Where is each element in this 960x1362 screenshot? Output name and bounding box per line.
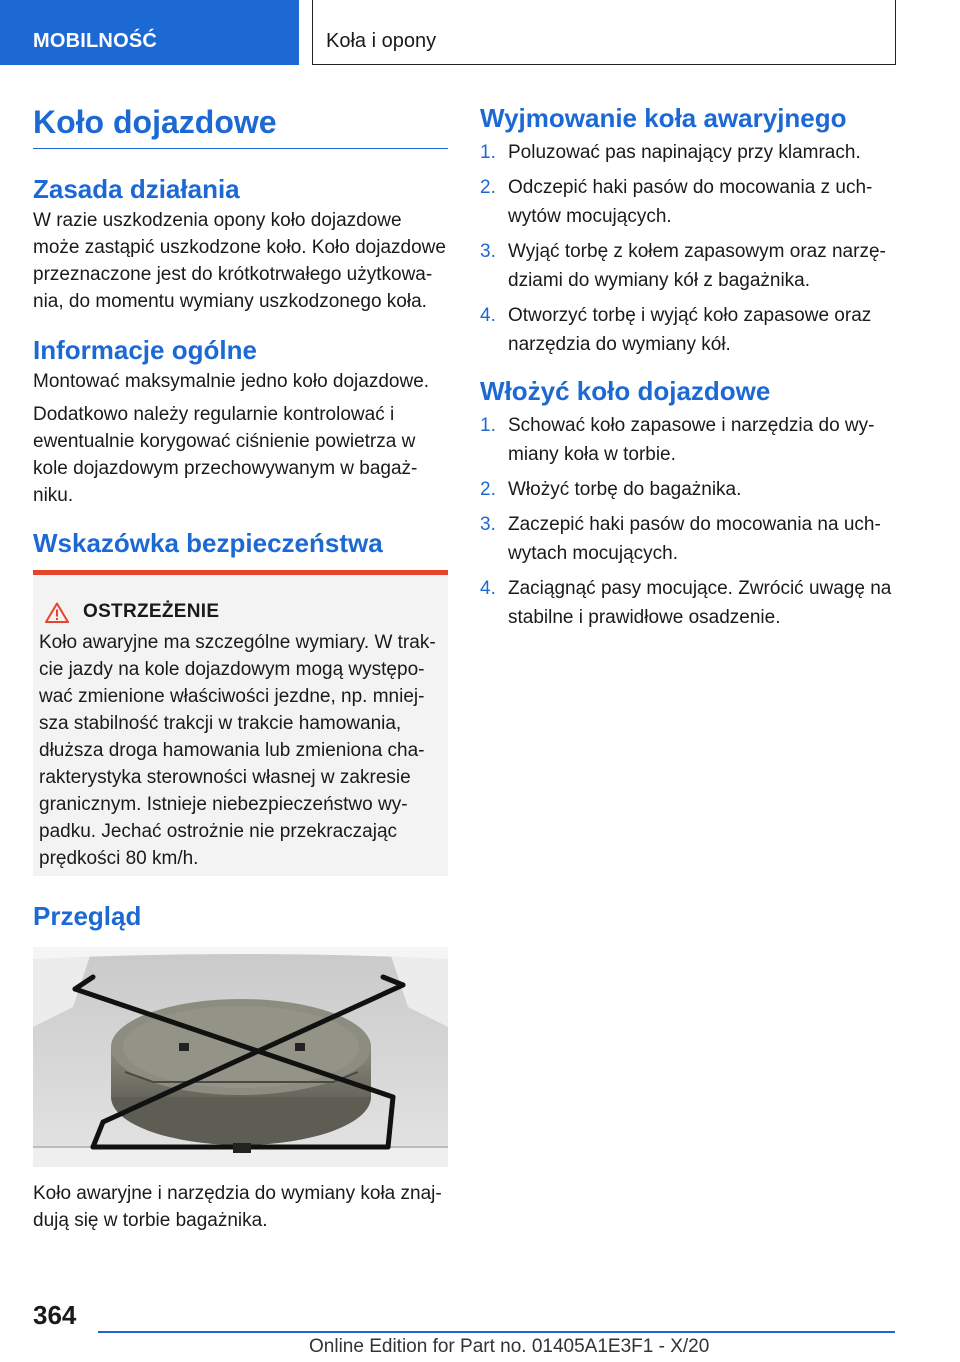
list-item: 2. Włożyć torbę do bagażnika. xyxy=(480,479,742,500)
insert-steps xyxy=(480,411,895,632)
header-chapter-tab xyxy=(312,0,896,65)
header-chapter-label: Koła i opony xyxy=(326,30,437,52)
principle-text: W razie uszkodzenia opony koło dojazdowe może zastąpić uszkodzone koło. Koło dojazdowe przeznaczone jest do krótkotrwałego użytkowa‐ nia, do momentu wymiany uszkodzonego koła. xyxy=(33,210,446,312)
warning-title xyxy=(45,601,219,623)
warning-text: Koło awaryjne ma szczególne wymiary. W trak‐ cie jazdy na kole dojazdowym mogą występo‐ wać zmienione właściwości jezdne, np. mniej‐ sza stabilność trakcji w trakcie hamowania, dłuższa droga hamowania lub zmieniona cha‐ rakterystyka sterowności własnej w zakresie granicznym. Istnieje niebezpieczeństwo wy‐ padku. Jechać ostrożnie nie przekraczając prędkości 80 km/h. xyxy=(39,632,436,869)
general-heading: Informacje ogólne xyxy=(33,335,257,365)
insert-heading: Włożyć koło dojazdowe xyxy=(480,376,771,406)
left-column xyxy=(33,100,448,559)
list-item: 4. Otworzyć torbę i wyjąć koło zapasowe oraz narzędzia do wymiany kół. xyxy=(480,305,872,355)
list-item: 1. Schować koło zapasowe i narzędzia do wy‐ miany koła w torbie. xyxy=(480,415,875,465)
warning-triangle-icon xyxy=(45,602,69,623)
header-section-label: MOBILNOŚĆ xyxy=(33,30,158,52)
photo-caption: Koło awaryjne i narzędzia do wymiany koła znaj‐ dują się w torbie bagażnika. xyxy=(33,1183,442,1231)
warning-box xyxy=(33,570,448,876)
removal-steps xyxy=(480,138,895,359)
principle-heading: Zasada działania xyxy=(33,174,240,204)
list-item: 3. Wyjąć torbę z kołem zapasowym oraz narzę‐ dziami do wymiany kół z bagażnika. xyxy=(480,241,886,291)
page-title: Koło dojazdowe xyxy=(33,100,448,149)
overview-heading: Przegląd xyxy=(33,901,142,931)
removal-heading: Wyjmowanie koła awaryjnego xyxy=(480,103,847,133)
warning-label: OSTRZEŻENIE xyxy=(83,601,220,622)
general-text-2: Dodatkowo należy regularnie kontrolować i ewentualnie korygować ciśnienie powietrza w kole dojazdowym przechowywanym w bagaż‐ niku. xyxy=(33,404,418,506)
spare-wheel-photo xyxy=(33,947,448,1167)
general-text-1: Montować maksymalnie jedno koło dojazdowe. xyxy=(33,371,430,392)
safety-heading: Wskazówka bezpieczeństwa xyxy=(33,528,383,558)
list-item: 1. Poluzować pas napinający przy klamrach. xyxy=(480,142,861,163)
list-item: 4. Zaciągnąć pasy mocujące. Zwrócić uwagę na stabilne i prawidłowe osadzenie. xyxy=(480,578,892,628)
footer-edition: Online Edition for Part no. 01405A1E3F1 - X/20 xyxy=(309,1336,710,1357)
right-column xyxy=(480,100,895,638)
list-item: 3. Zaczepić haki pasów do mocowania na uch‐ wytach mocujących. xyxy=(480,514,881,564)
header-section-tab xyxy=(0,0,299,65)
spare-wheel-illustration xyxy=(33,947,448,1167)
list-item: 2. Odczepić haki pasów do mocowania z uch‐ wytów mocujących. xyxy=(480,177,873,227)
footer-divider xyxy=(98,1331,895,1333)
page-number: 364 xyxy=(33,1300,77,1330)
